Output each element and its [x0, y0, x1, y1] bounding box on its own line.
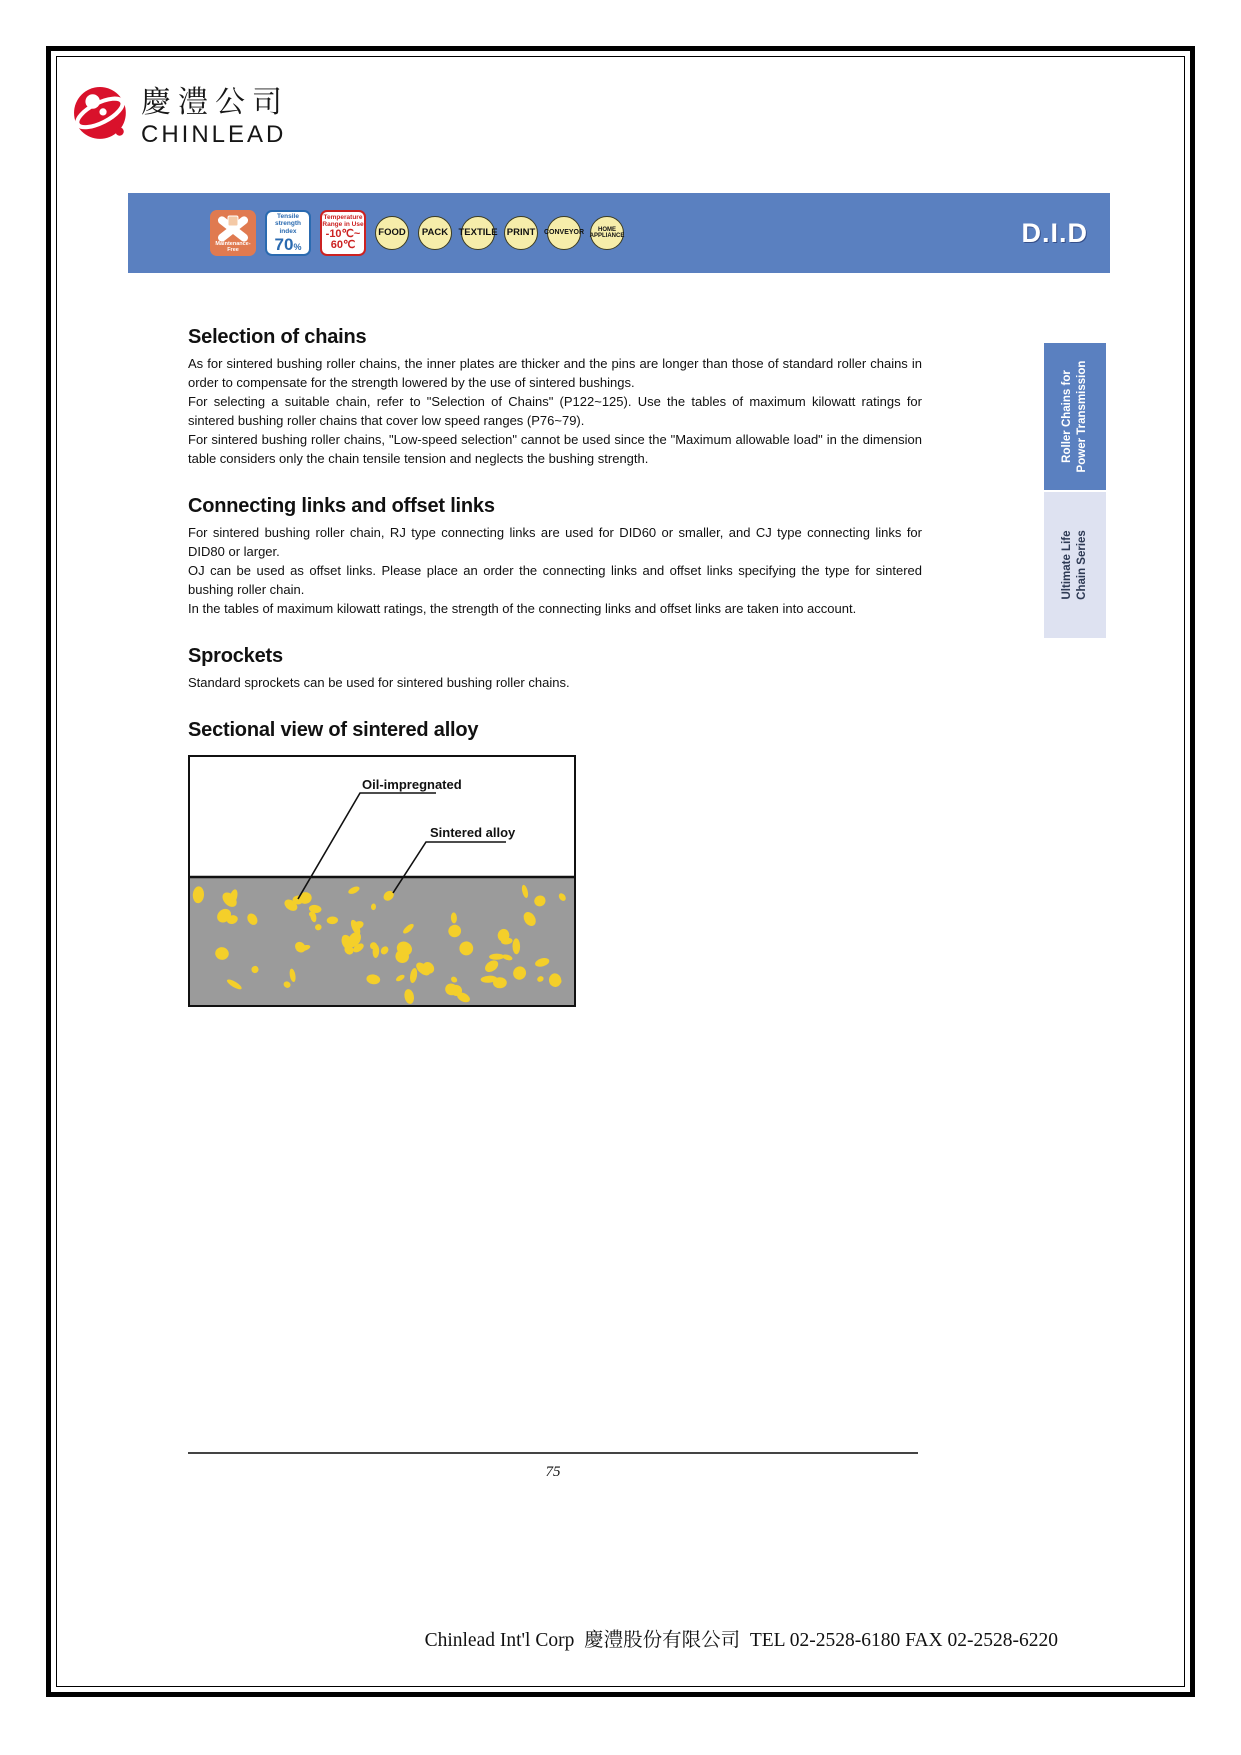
application-badge-print: PRINT: [504, 216, 538, 250]
diagram-label-sintered-alloy: Sintered alloy: [430, 825, 516, 840]
footer-rule: [188, 1452, 918, 1454]
side-tab2-line1: Ultimate Life: [1061, 530, 1074, 600]
temperature-high: 60℃: [330, 239, 356, 252]
application-badge-home-appliance: HOME APPLIANCE: [590, 216, 624, 250]
sintered-alloy-illustration: [190, 757, 574, 1005]
section-title-connecting-links: Connecting links and offset links: [188, 495, 495, 517]
tensile-line1: Tensile: [277, 212, 299, 220]
header-bar: [128, 193, 1110, 273]
maintenance-free-icon: [210, 210, 256, 256]
temperature-line2: Range in Use: [322, 221, 364, 229]
maintenance-free-label: Maintenance-Free: [215, 241, 251, 253]
side-tab1-line1: Roller Chains for: [1061, 370, 1074, 463]
temperature-line1: Temperature: [323, 213, 363, 221]
side-tab-roller-chains: [1044, 343, 1106, 490]
tensile-line2: strength index: [275, 220, 301, 235]
application-badge-textile: TEXTILE: [461, 216, 495, 250]
sintered-alloy-diagram: [188, 755, 576, 1007]
tensile-value: 70: [274, 235, 294, 255]
section-title-sprockets: Sprockets: [188, 645, 283, 667]
paragraph: For sintered bushing roller chains, "Low-speed selection" cannot be used since the "Maximum allowable load" in the dimension table considers only the chain tensile tension and neglects the bushing strength.: [188, 432, 922, 466]
application-badge-pack: PACK: [418, 216, 452, 250]
tensile-strength-badge: [265, 210, 311, 256]
paragraph: As for sintered bushing roller chains, the inner plates are thicker and the pins are longer than those of standard roller chains in order to compensate for the strength lowered by the use of sintered bushings.: [188, 356, 922, 390]
paragraph: For sintered bushing roller chain, RJ type connecting links are used for DID60 or smaller, and CJ type connecting links for DID80 or larger.: [188, 525, 922, 559]
section-title-selection: Selection of chains: [188, 326, 367, 348]
paragraph: In the tables of maximum kilowatt ratings, the strength of the connecting links and offset links are taken into account.: [188, 601, 857, 616]
side-tab2-line2: Chain Series: [1076, 530, 1088, 600]
page-number: 75: [545, 1464, 561, 1480]
main-content: [188, 326, 922, 1007]
logo-english-name: CHINLEAD: [141, 121, 287, 148]
chinlead-logo-icon: [73, 86, 131, 149]
paragraph: For selecting a suitable chain, refer to "Selection of Chains" (P122~125). Use the tables of maximum kilowatt ratings for sintered bushing roller chains that cover low speed ranges (P76~79).: [188, 394, 922, 428]
section-title-sectional-view: Sectional view of sintered alloy: [188, 719, 479, 741]
chinlead-logo: [73, 86, 289, 149]
paragraph: OJ can be used as offset links. Please place an order the connecting links and offset links specifying the type for sintered bushing roller chain.: [188, 563, 922, 597]
diagram-label-oil-impregnated: Oil-impregnated: [362, 777, 462, 792]
did-brand-logo: D.I.D: [1021, 217, 1088, 248]
temperature-low: -10℃~: [325, 227, 361, 240]
paragraph: Standard sprockets can be used for sintered bushing roller chains.: [188, 675, 570, 690]
application-badge-conveyor: CONVEYOR: [547, 216, 581, 250]
side-tab1-line2: Power Transmission: [1076, 360, 1088, 473]
footer-contact-info: Chinlead Int'l Corp 慶澧股份有限公司 TEL 02-2528-6180 FAX 02-2528-6220: [424, 1630, 1058, 1651]
temperature-range-badge: [320, 210, 366, 256]
logo-chinese-name: 慶澧公司: [141, 86, 289, 119]
logo-text: [141, 86, 289, 149]
tensile-unit: %: [293, 242, 302, 253]
application-badge-food: FOOD: [375, 216, 409, 250]
side-tab-ultimate-life: [1044, 492, 1106, 638]
oiler-icon: [228, 216, 239, 227]
